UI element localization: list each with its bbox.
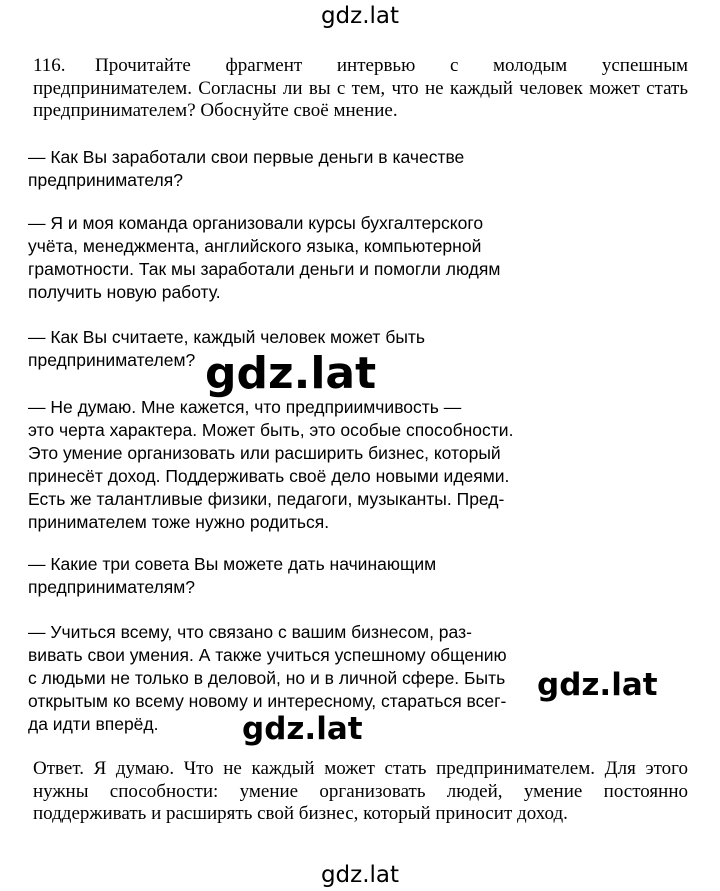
interview-answer-1: — Я и моя команда организовали курсы бухгалтерского учёта, менеджмента, английского языка, компьютерной грамотности. Так мы заработали деньги и помогли людям получить новую работу.	[28, 213, 501, 302]
watermark-overlay: gdz.lat	[242, 711, 363, 747]
watermark-top: gdz.lat	[320, 3, 400, 29]
watermark-overlay: gdz.lat	[537, 667, 658, 703]
task-question: Прочитайте фрагмент интервью с молодым успешным предпринимателем. Согласны ли вы с тем, что не каждый человек может стать предпринимателем? Обоснуйте своё мнение.	[33, 55, 688, 121]
interview-question-2: — Как Вы считаете, каждый человек может быть предпринимателем?	[28, 327, 426, 370]
interview-answer-2: — Не думаю. Мне кажется, что предприимчивость — это черта характера. Может быть, это особые способности. Это умение организовать или расширить бизнес, который принесёт доход. Поддерживать своё дело новыми идеями. Есть же талантливые физики, педагоги, музыканты. Пред- принимателем тоже нужно родиться.	[28, 397, 514, 532]
interview-answer-3: — Учиться всему, что связано с вашим бизнесом, раз- вивать свои умения. А также учиться успешному общению с людьми не только в деловой, но и в личной сфере. Быть открытым ко всему новому и интересному, стараться всег- да идти вперёд.	[28, 622, 507, 734]
answer-text: Ответ. Я думаю. Что не каждый может стать предпринимателем. Для этого нужны способности: умение организовать людей, умение постоянно поддерживать и расширять свой бизнес, который приносит доход.	[33, 758, 688, 824]
task-text	[33, 55, 688, 123]
interview-question-3: — Какие три совета Вы можете дать начинающим предпринимателям?	[28, 554, 437, 597]
watermark-overlay: gdz.lat	[205, 348, 377, 399]
watermark-bottom: gdz.lat	[320, 862, 400, 888]
interview-question-1: — Как Вы заработали свои первые деньги в качестве предпринимателя?	[28, 147, 465, 190]
task-number: 116.	[33, 55, 66, 76]
